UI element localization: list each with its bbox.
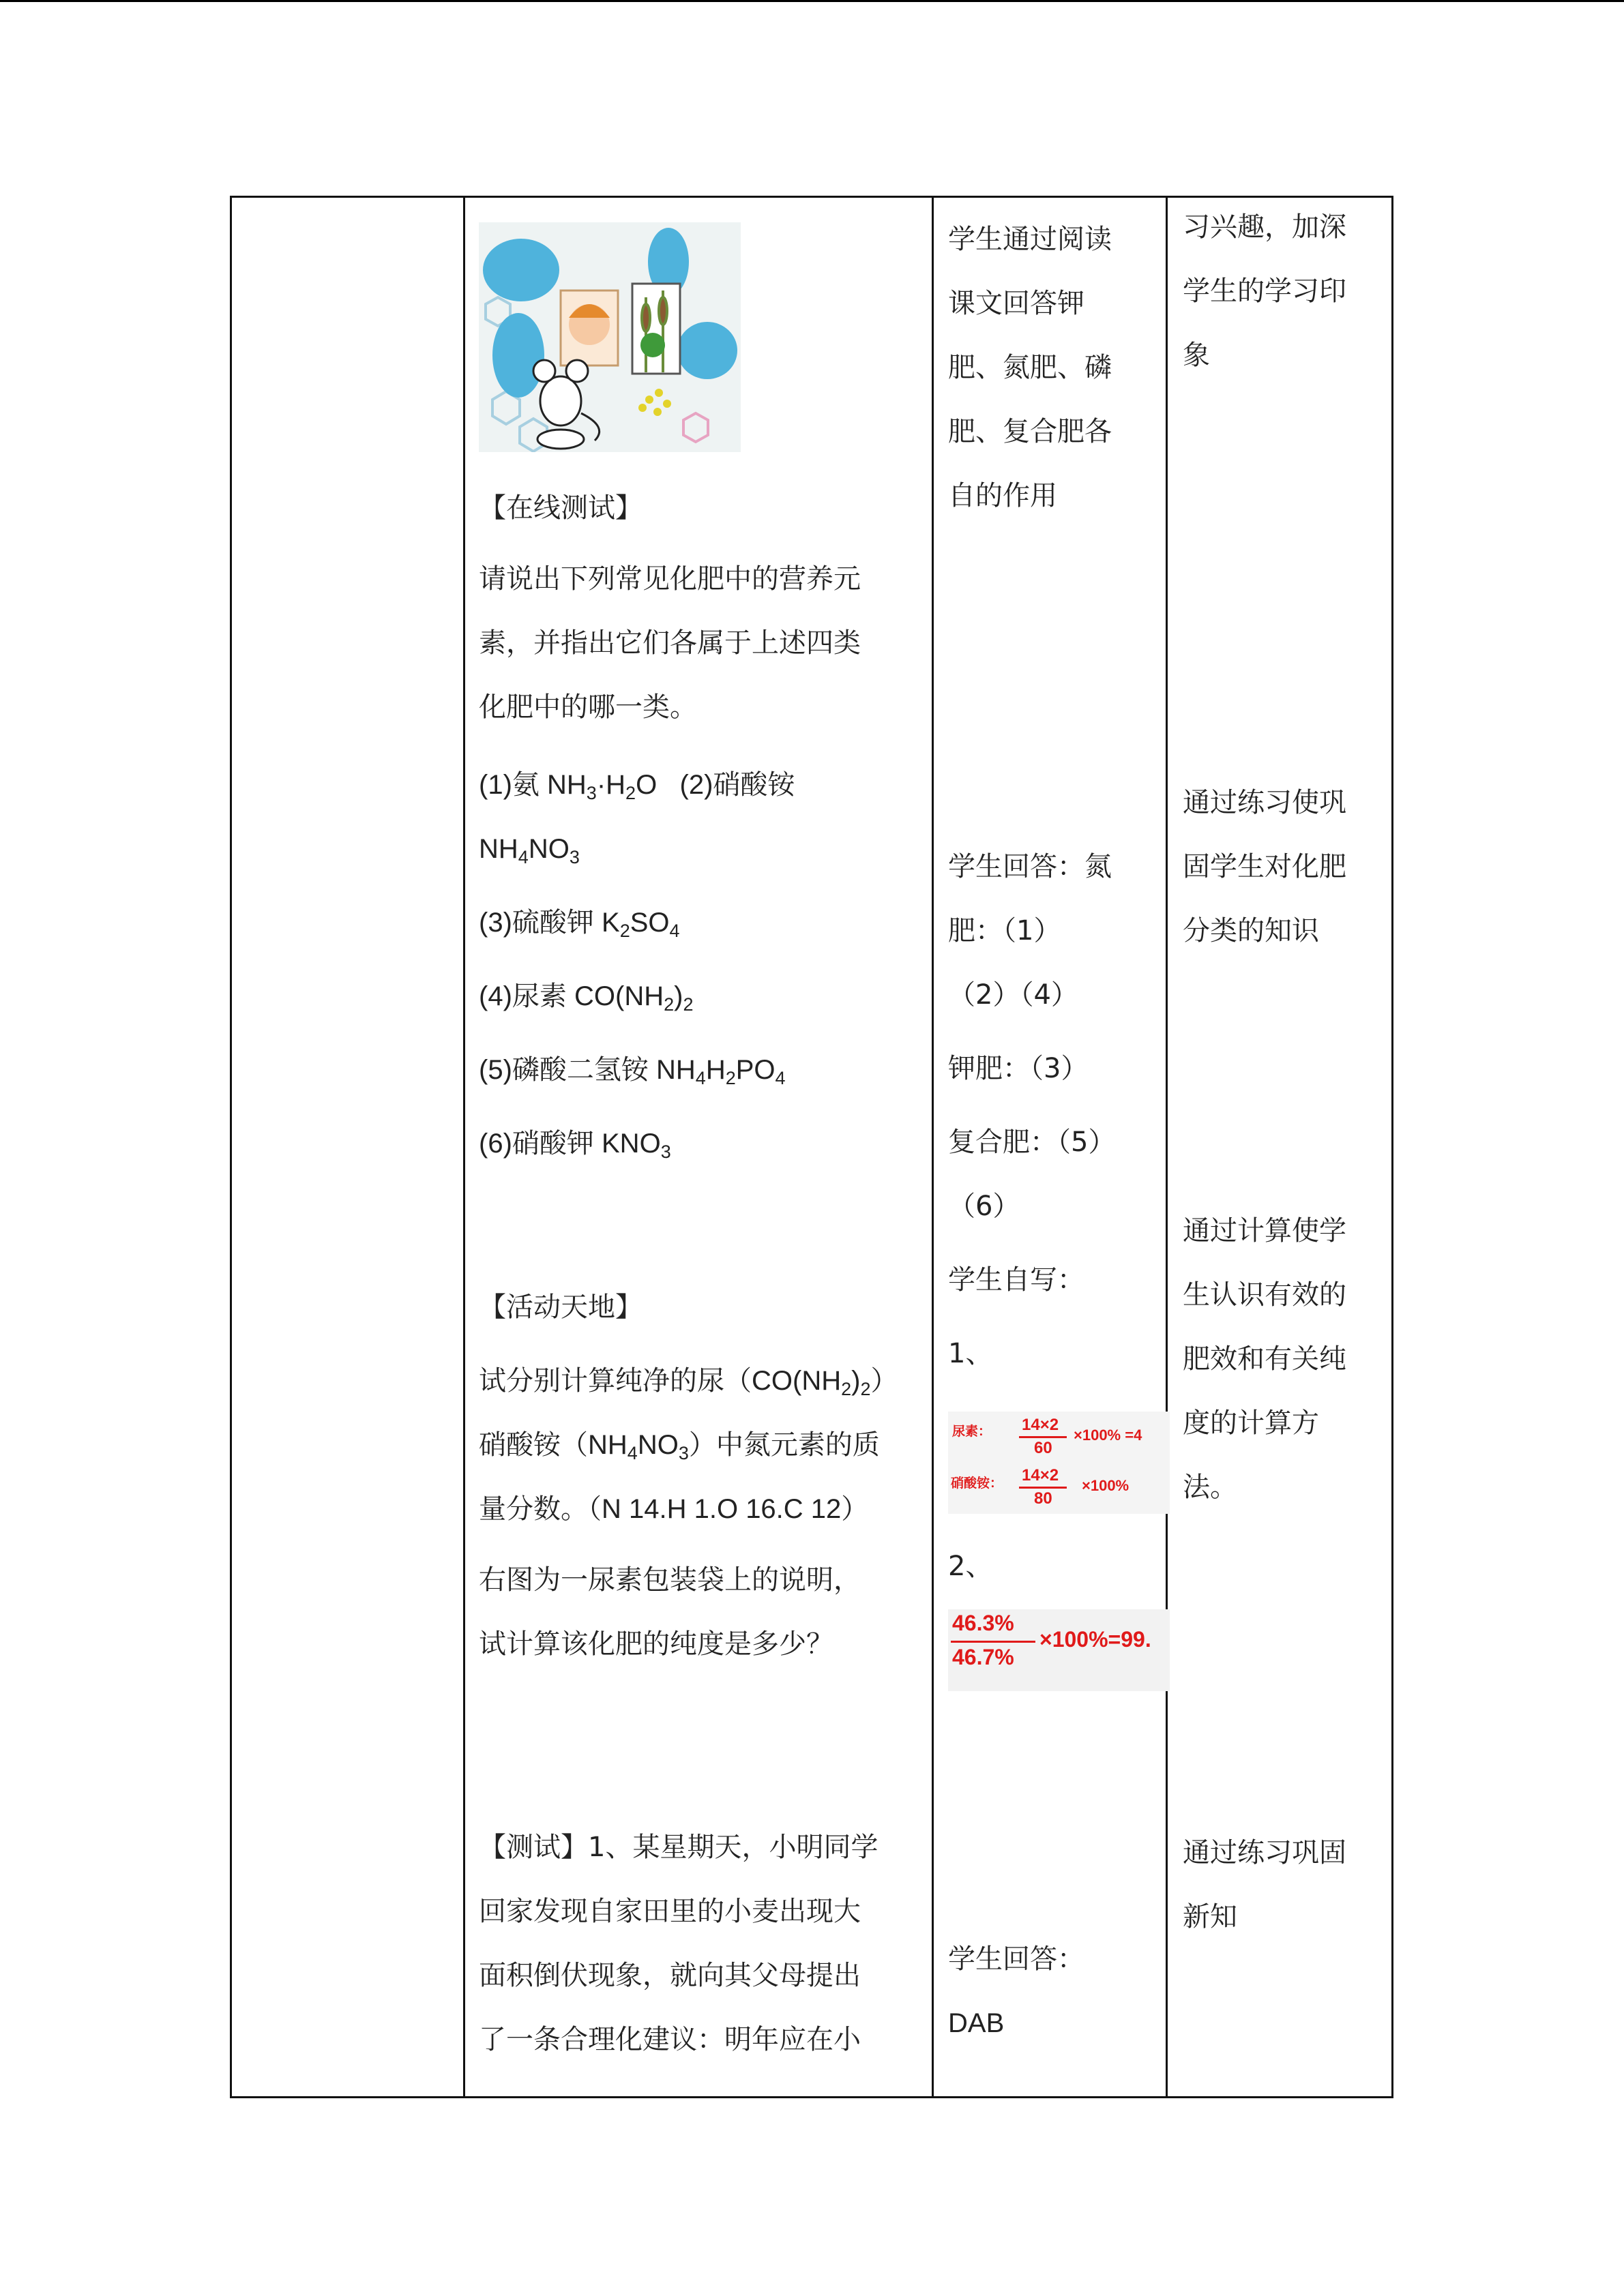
classification-answer-line-5: 复合肥：（5） [948,1127,1116,1158]
activity-line-2: 硝酸铵$(NH_4NO_3)$中氮元素的质 [479,1430,880,1463]
online-test-heading: 【在线测试】 [479,492,643,524]
question-line-1: 请说出下列常见化肥中的营养元 [479,563,861,595]
column-divider-3 [1166,198,1168,2096]
nitrogen-fraction-formula-image: 尿素： 14×2 60 ×100% =4 硝酸铵： 14×2 80 ×100% [948,1412,1170,1514]
fertilizer-item-6: (6)硝酸钾 $KNO_3$ [479,1129,671,1162]
reading-answer-line-4: 肥、复合肥各 [948,416,1112,447]
classification-answer-line-6: （6） [948,1191,1020,1222]
goal-calc-line-2: 生认识有效的 [1183,1279,1346,1311]
reading-answer-line-2: 课文回答钾 [948,288,1084,319]
column-divider-1 [463,198,465,2096]
question-line-2: 素，并指出它们各属于上述四类 [479,627,861,659]
activity-line-3: 量分数。（N 14.H 1.O 16.C 12） [479,1494,869,1524]
goal-interest-line-2: 学生的学习印 [1183,275,1346,307]
bag-question-line-2: 试计算该化肥的纯度是多少？ [479,1628,833,1660]
reading-answer-line-5: 自的作用 [948,480,1057,511]
goal-calc-line-5: 法。 [1183,1472,1237,1503]
reading-answer-line-3: 肥、氮肥、磷 [948,352,1112,383]
goal-practice-line-1: 通过练习使巩 [1183,787,1346,818]
classification-answer-line-1: 学生回答：氮 [948,851,1112,882]
test-line-3: 面积倒伏现象，就向其父母提出 [479,1960,861,1991]
goal-new-line-2: 新知 [1183,1901,1237,1933]
answer-number-1: 1、 [948,1338,993,1369]
classification-answer-line-2: 肥：（1） [948,915,1061,946]
fertilizer-item-2-formula: $NH_4NO_3$ [479,834,580,867]
test-answer-value: DAB [948,2008,1005,2038]
goal-interest-line-3: 象 [1183,340,1210,371]
question-line-3: 化肥中的哪一类。 [479,691,697,723]
goal-calc-line-4: 度的计算方 [1183,1407,1319,1439]
test-answer-label: 学生回答： [948,1943,1084,1975]
goal-new-line-1: 通过练习巩固 [1183,1837,1346,1868]
goal-calc-line-1: 通过计算使学 [1183,1215,1346,1247]
bag-question-line-1: 右图为一尿素包装袋上的说明， [479,1564,861,1596]
activity-line-1: 试分别计算纯净的尿$(CO(NH_2)_2)$ [479,1366,898,1399]
page-top-rule [0,0,1624,2]
activity-heading: 【活动天地】 [479,1292,643,1323]
fertilizer-item-5: (5)磷酸二氢铵 $NH_4H_2PO_4$ [479,1055,786,1088]
self-write-label: 学生自写： [948,1264,1084,1296]
classification-answer-line-3: （2）（4） [948,979,1078,1011]
answer-number-2: 2、 [948,1551,993,1582]
reading-answer-line-1: 学生通过阅读 [948,224,1112,255]
goal-calc-line-3: 肥效和有关纯 [1183,1343,1346,1375]
goal-practice-line-3: 分类的知识 [1183,915,1319,946]
goal-interest-line-1: 习兴趣，加深 [1183,211,1346,243]
test-line-1: 【测试】1、某星期天，小明同学 [479,1832,879,1863]
classification-answer-line-4: 钾肥：（3） [948,1053,1089,1084]
column-divider-2 [932,198,934,2096]
goal-practice-line-2: 固学生对化肥 [1183,851,1346,882]
lesson-table [230,196,1393,2098]
fertilizer-item-4: (4)尿素 $CO(NH_2)_2$ [479,981,694,1015]
test-line-2: 回家发现自家田里的小麦出现大 [479,1896,861,1927]
test-line-4: 了一条合理化建议：明年应在小 [479,2024,861,2055]
fertilizer-cartoon-illustration [479,222,741,452]
fertilizer-item-1: (1)氨 $NH_3\cdot H_2O$ (2)硝酸铵 [479,770,795,803]
purity-formula-image: 46.3% 46.7% ×100%=99. [948,1609,1170,1691]
fertilizer-item-3: (3)硫酸钾 $K_2SO_4$ [479,908,680,941]
